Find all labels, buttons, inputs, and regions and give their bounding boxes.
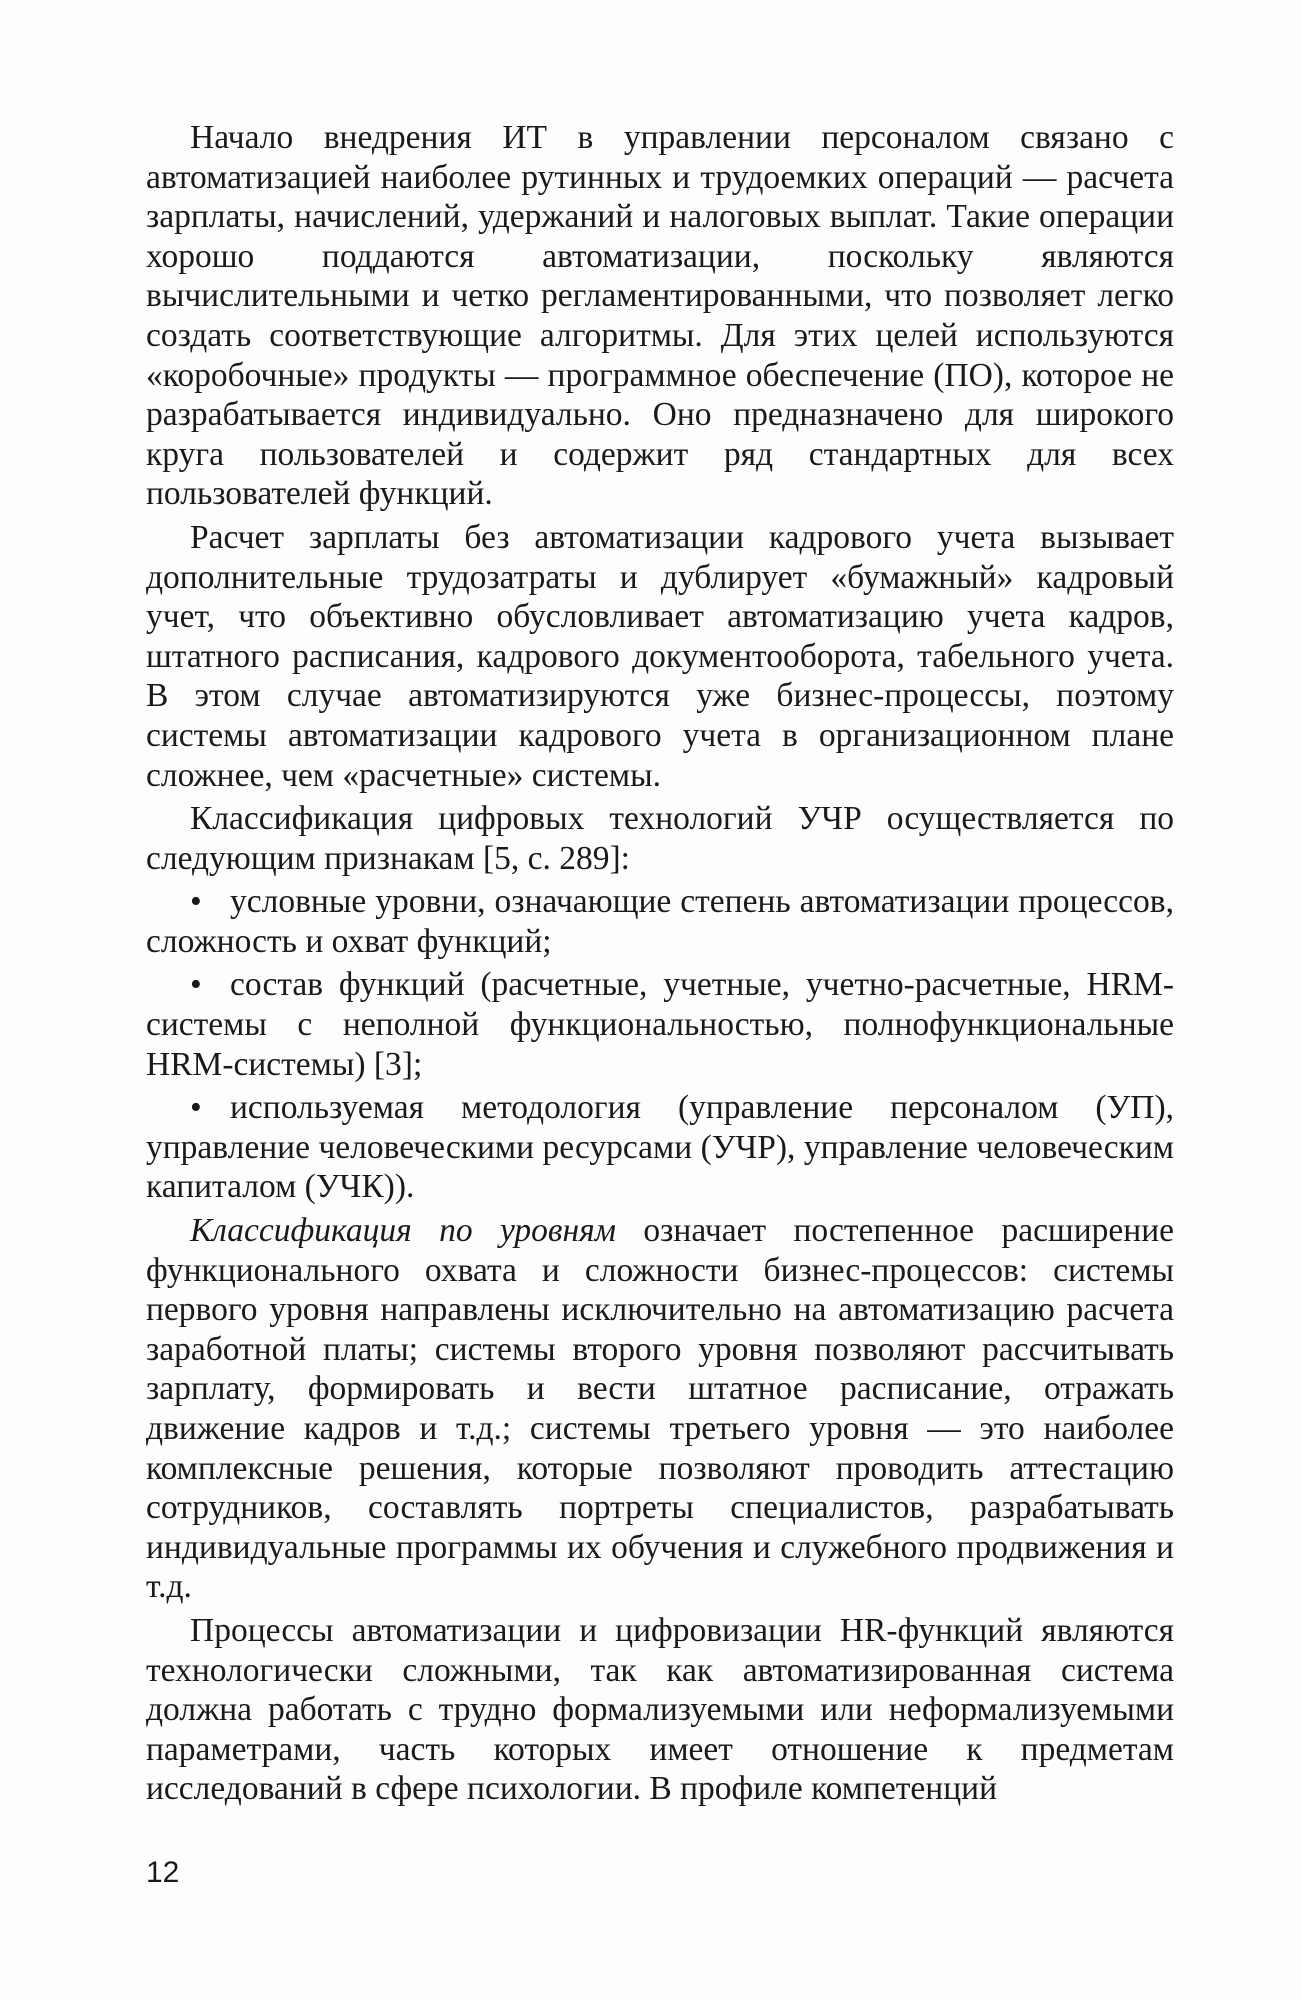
emphasis-term: Классификация по уровням bbox=[190, 1212, 617, 1250]
bullet-icon: • bbox=[190, 883, 202, 921]
page-number: 12 bbox=[146, 1856, 180, 1889]
list-item-text: условные уровни, означающие степень автоматизации процессов, сложность и охват функций; bbox=[146, 883, 1174, 960]
paragraph-2: Расчет зарплаты без автоматизации кадрового учета вызывает дополнительные трудозатраты и дублирует «бумажный» кадровый учет, что объективно обусловливает автоматизацию учета кадров, штатного расписания, кадрового документооборота, табельного учета. В этом случае автоматизируются уже бизнес-процессы, поэтому системы автоматизации кадрового учета в организационном плане сложнее, чем «расчетные» системы. bbox=[146, 518, 1174, 794]
classification-list bbox=[146, 882, 1174, 1207]
list-item bbox=[146, 965, 1174, 1084]
bullet-icon: • bbox=[190, 1089, 202, 1127]
body-text bbox=[146, 118, 1174, 1813]
paragraph-4 bbox=[146, 1211, 1174, 1607]
bullet-icon: • bbox=[190, 966, 202, 1004]
paragraph-1: Начало внедрения ИТ в управлении персоналом связано с автоматизацией наиболее рутинных и трудоемких операций — расчета зарплаты, начислений, удержаний и налоговых выплат. Такие операции хорошо поддаются автоматизации, поскольку являются вычислительными и четко регламентированными, что позволяет легко создать соответствующие алгоритмы. Для этих целей используются «коробочные» продукты — программное обеспечение (ПО), которое не разрабатывается индивидуально. Оно предназначено для широкого круга пользователей и содержит ряд стандартных для всех пользователей функций. bbox=[146, 119, 1174, 513]
list-item-text: состав функций (расчетные, учетные, учетно-расчетные, HRM-системы с неполной функциональностью, полнофункциональные HRM-системы) [3]; bbox=[146, 966, 1174, 1083]
list-item bbox=[146, 882, 1174, 961]
list-item-text: используемая методология (управление персоналом (УП), управление человеческими ресурсами (УЧР), управление человеческим капиталом (УЧК)). bbox=[146, 1089, 1174, 1206]
paragraph-3: Классификация цифровых технологий УЧР осуществляется по следующим признакам [5, с. 289]: bbox=[146, 800, 1174, 877]
paragraph-4-text: означает постепенное расширение функционального охвата и сложности бизнес-процессов: системы первого уровня направлены исключительно на автоматизацию расчета заработной платы; системы второго уровня позволяют рассчитывать зарплату, формировать и вести штатное расписание, отражать движение кадров и т.д.; системы третьего уровня — это наиболее комплексные решения, которые позволяют проводить аттестацию сотрудников, составлять портреты специалистов, разрабатывать индивидуальные программы их обучения и служебного продвижения и т.д. bbox=[146, 1212, 1175, 1606]
list-item bbox=[146, 1088, 1174, 1207]
paragraph-5: Процессы автоматизации и цифровизации HR-функций являются технологически сложными, так как автоматизированная система должна работать с трудно формализуемыми или неформализуемыми параметрами, часть которых имеет отношение к предметам исследований в сфере психологии. В профиле компетенций bbox=[146, 1611, 1174, 1808]
